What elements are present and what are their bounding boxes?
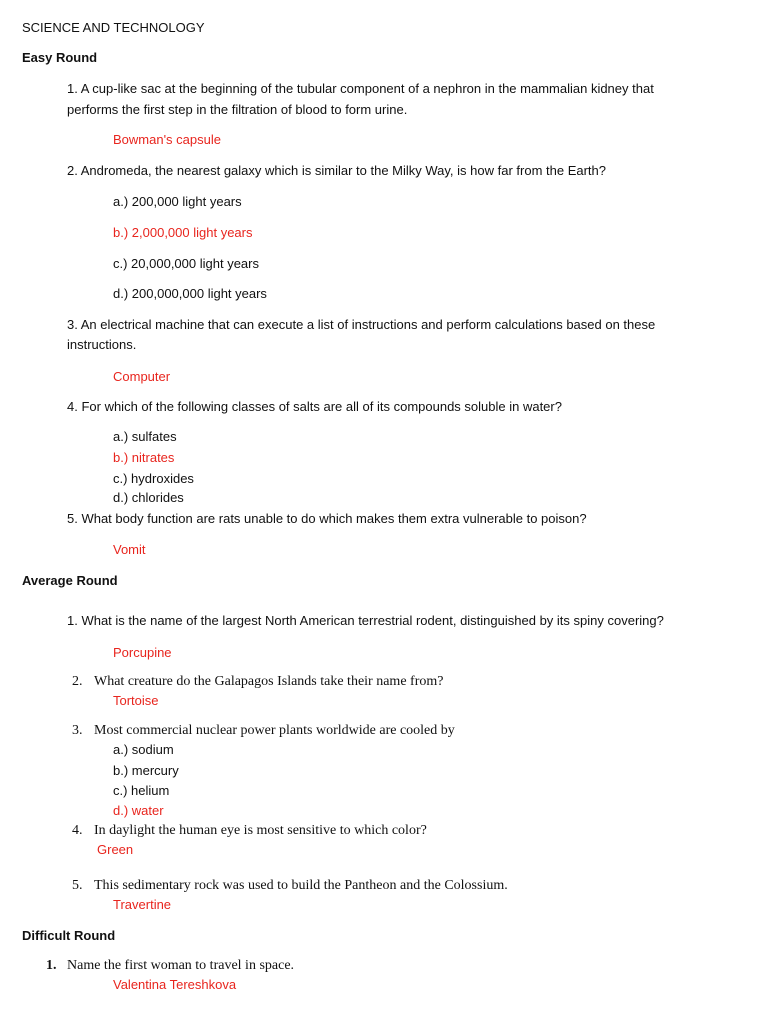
easy-q3-line2: instructions. xyxy=(67,337,137,352)
easy-q2-text: 2. Andromeda, the nearest galaxy which is similar to the Milky Way, is how far from the Earth? xyxy=(67,163,606,178)
easy-q1-answer: Bowman's capsule xyxy=(113,132,221,147)
average-q3-option-d: d.) water xyxy=(113,803,164,818)
easy-q4-option-a: a.) sulfates xyxy=(113,429,177,444)
easy-q2-option-c: c.) 20,000,000 light years xyxy=(113,256,259,271)
easy-q4-text: 4. For which of the following classes of salts are all of its compounds soluble in water? xyxy=(67,399,562,414)
difficult-q1-answer: Valentina Tereshkova xyxy=(113,977,237,992)
difficult-round-heading: Difficult Round xyxy=(22,928,116,943)
average-q1-answer: Porcupine xyxy=(113,645,172,660)
difficult-q1-number: 1. xyxy=(46,958,57,973)
easy-q5-text: 5. What body function are rats unable to do which makes them extra vulnerable to poison? xyxy=(67,511,587,526)
average-q3-option-c: c.) helium xyxy=(113,783,170,798)
average-q2-answer: Tortoise xyxy=(113,693,159,708)
average-q5-answer: Travertine xyxy=(113,897,172,912)
average-q1-text: 1. What is the name of the largest North American terrestrial rodent, distinguished by its spiny covering? xyxy=(67,613,664,628)
average-q2-number: 2. xyxy=(72,674,83,689)
average-q5-number: 5. xyxy=(72,878,83,893)
document-title: SCIENCE AND TECHNOLOGY xyxy=(22,20,205,35)
easy-q4-option-d: d.) chlorides xyxy=(113,490,184,505)
average-q2-text: What creature do the Galapagos Islands take their name from? xyxy=(94,674,444,689)
average-q4-text: In daylight the human eye is most sensitive to which color? xyxy=(94,823,427,838)
easy-q5-answer: Vomit xyxy=(113,542,146,557)
easy-round-heading: Easy Round xyxy=(22,50,98,65)
average-q3-option-b: b.) mercury xyxy=(113,763,179,778)
average-round-heading: Average Round xyxy=(22,573,118,588)
easy-q4-option-c: c.) hydroxides xyxy=(113,471,194,486)
difficult-q1-text: Name the first woman to travel in space. xyxy=(67,958,295,973)
average-q4-answer: Green xyxy=(97,842,134,857)
easy-q1-line1: 1. A cup-like sac at the beginning of the tubular component of a nephron in the mammalian kidney that xyxy=(67,81,654,96)
easy-q1-line2: performs the first step in the filtration of blood to form urine. xyxy=(67,102,408,117)
easy-q4-option-b: b.) nitrates xyxy=(113,450,175,465)
average-q3-option-a: a.) sodium xyxy=(113,742,174,757)
easy-q2-option-a: a.) 200,000 light years xyxy=(113,194,242,209)
easy-q3-answer: Computer xyxy=(113,369,171,384)
easy-q3-line1: 3. An electrical machine that can execute a list of instructions and perform calculations based on these xyxy=(67,317,656,332)
average-q4-number: 4. xyxy=(72,823,83,838)
average-q3-number: 3. xyxy=(72,723,83,738)
average-q3-text: Most commercial nuclear power plants worldwide are cooled by xyxy=(94,723,455,738)
average-q5-text: This sedimentary rock was used to build the Pantheon and the Colossium. xyxy=(94,878,508,893)
easy-q2-option-b: b.) 2,000,000 light years xyxy=(113,225,253,240)
easy-q2-option-d: d.) 200,000,000 light years xyxy=(113,286,267,301)
